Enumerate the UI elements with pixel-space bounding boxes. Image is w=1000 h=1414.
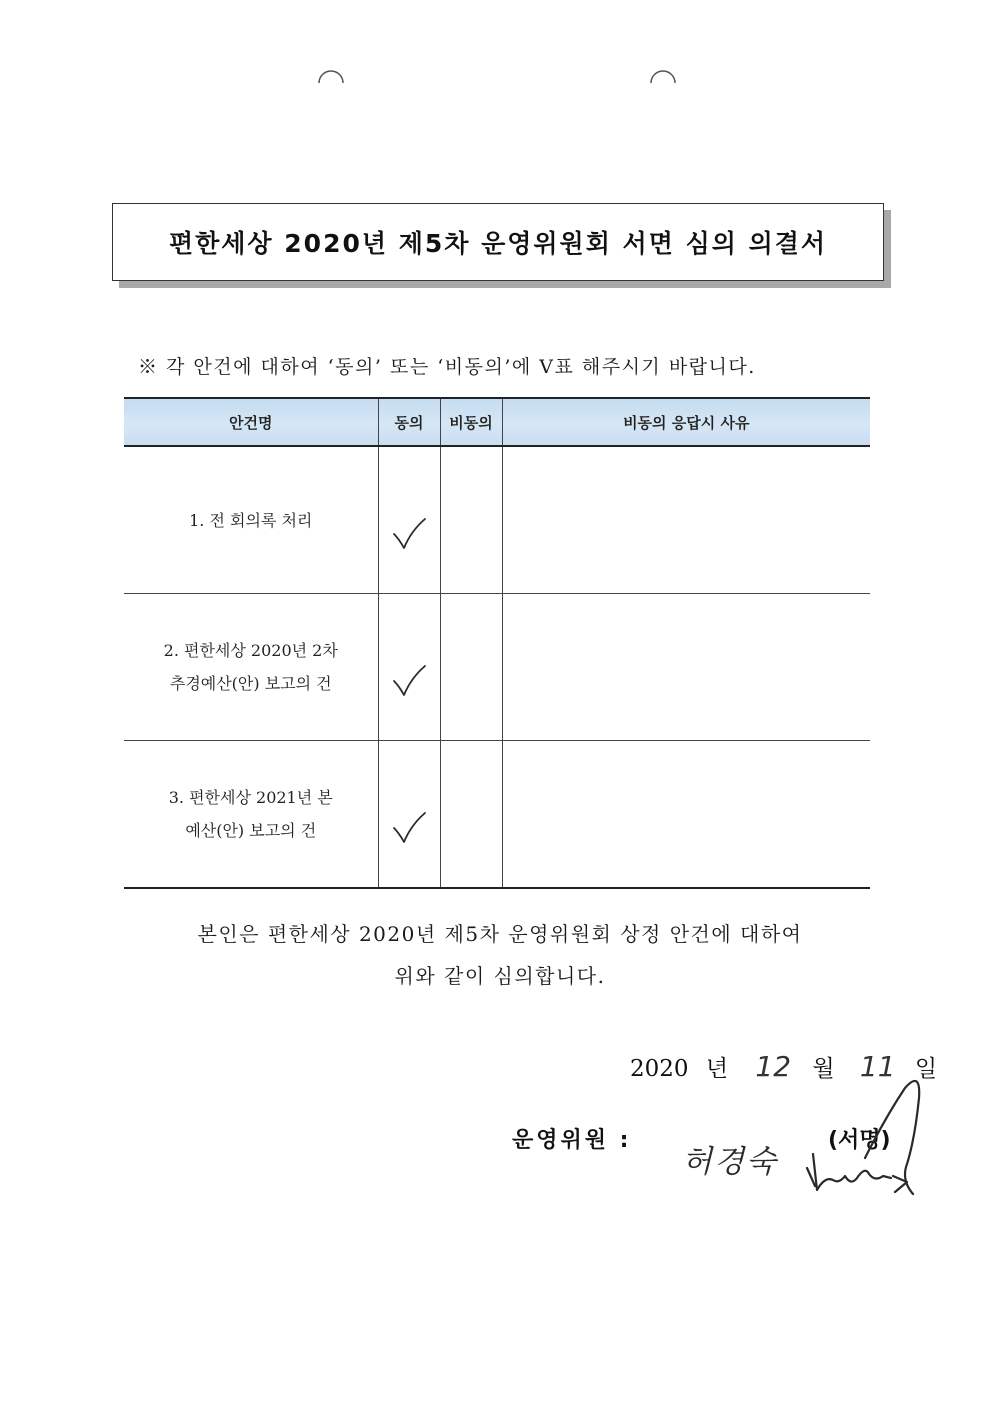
statement-line-2: 위와 같이 심의합니다. xyxy=(394,964,606,988)
date-year-unit: 년 xyxy=(705,1056,729,1082)
agenda-title: 1. 전 회의록 처리 xyxy=(189,510,313,530)
date-day-unit: 일 xyxy=(914,1056,938,1082)
agenda-title: 3. 편한세상 2021년 본 예산(안) 보고의 건 xyxy=(168,788,333,840)
agenda-cell xyxy=(124,741,378,889)
agree-cell[interactable] xyxy=(378,594,440,741)
signature-label: (서명) xyxy=(828,1128,891,1153)
agenda-cell xyxy=(124,446,378,594)
member-name-handwritten: 허경숙 xyxy=(682,1144,778,1180)
header-agenda: 안건명 xyxy=(124,398,378,446)
table-header-row xyxy=(124,398,870,446)
date-year: 2020 xyxy=(630,1056,689,1082)
date-month-unit: 월 xyxy=(812,1056,835,1082)
statement xyxy=(0,913,1000,997)
table-row xyxy=(124,741,870,889)
check-mark-icon xyxy=(391,664,427,698)
check-mark-icon xyxy=(391,811,427,845)
header-reason: 비동의 응답시 사유 xyxy=(502,398,870,446)
handwritten-signature-icon xyxy=(795,1058,930,1208)
member-label: 운영위원 : xyxy=(512,1128,632,1153)
punch-hole-left-icon xyxy=(317,57,345,85)
title-box xyxy=(112,203,884,281)
agree-cell[interactable] xyxy=(378,741,440,889)
statement-line-1: 본인은 편한세상 2020년 제5차 운영위원회 상정 안건에 대하여 xyxy=(197,922,803,946)
table-row xyxy=(124,446,870,594)
date-month-handwritten: 12 xyxy=(755,1050,792,1083)
disagree-cell[interactable] xyxy=(440,741,502,889)
agenda-cell xyxy=(124,594,378,741)
agree-cell[interactable] xyxy=(378,446,440,594)
check-mark-icon xyxy=(391,517,427,551)
vote-table xyxy=(124,397,870,889)
agenda-title: 2. 편한세상 2020년 2차 추경예산(안) 보고의 건 xyxy=(163,641,338,693)
punch-hole-right-icon xyxy=(649,57,677,85)
reason-cell[interactable] xyxy=(502,446,870,594)
reason-cell[interactable] xyxy=(502,741,870,889)
disagree-cell[interactable] xyxy=(440,594,502,741)
instruction-text: ※ 각 안건에 대하여 ‘동의’ 또는 ‘비동의’에 V표 해주시기 바랍니다. xyxy=(138,356,756,378)
table-row xyxy=(124,594,870,741)
disagree-cell[interactable] xyxy=(440,446,502,594)
date-day-handwritten: 11 xyxy=(859,1050,896,1083)
header-agree: 동의 xyxy=(378,398,440,446)
document-title: 편한세상 2020년 제5차 운영위원회 서면 심의 의결서 xyxy=(168,229,828,258)
header-disagree: 비동의 xyxy=(440,398,502,446)
reason-cell[interactable] xyxy=(502,594,870,741)
